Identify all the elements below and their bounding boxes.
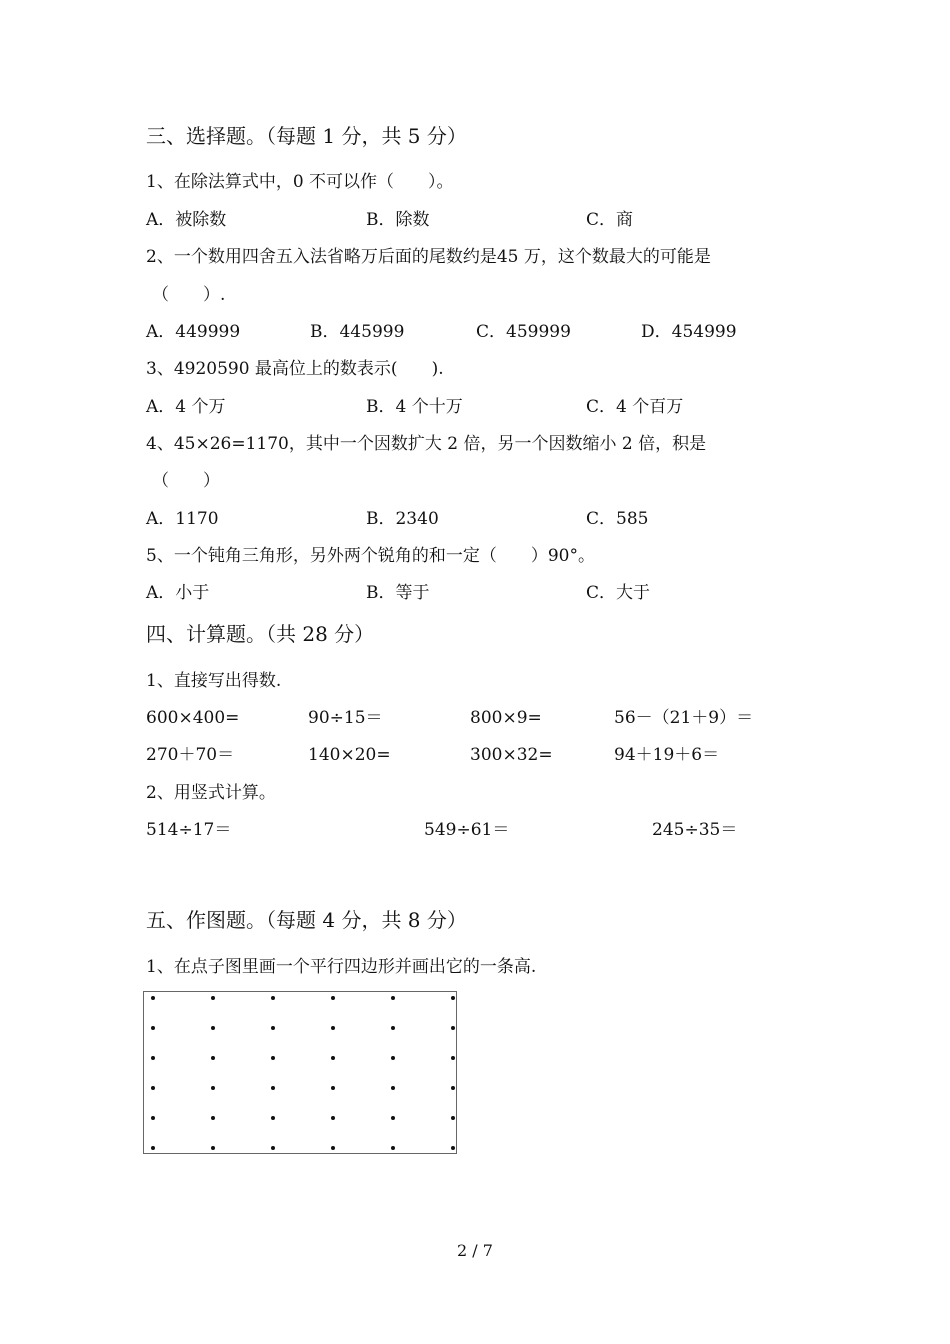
grid-dot [391,1116,395,1120]
answer-blank: （ ）. [152,285,226,305]
grid-dot [271,1086,275,1090]
question-text: 2、一个数用四舍五入法省略万后面的尾数约是45 万，这个数最大的可能是 [146,247,711,267]
grid-dot [151,1116,155,1120]
grid-dot [331,996,335,1000]
option-b: B．除数 [366,210,430,230]
calc-item: 300×32= [470,745,553,765]
calc-item: 94＋19＋6＝ [614,745,720,765]
grid-dot [211,1116,215,1120]
option-a: A．449999 [146,322,241,342]
option-c: C．585 [586,509,649,529]
option-a: A．被除数 [146,210,227,230]
calc-item: 549÷61＝ [424,820,510,840]
grid-dot [391,1026,395,1030]
grid-dot [211,1026,215,1030]
question-text: 4、45×26=1170，其中一个因数扩大 2 倍，另一个因数缩小 2 倍，积是 [146,434,707,454]
calc-item: 56－（21＋9）＝ [614,708,754,728]
grid-dot [271,1026,275,1030]
option-b: B．等于 [366,583,430,603]
answer-blank: （ ） [152,471,220,491]
question-text: 5、一个钝角三角形，另外两个锐角的和一定（ ）90°。 [146,546,595,566]
grid-dot [331,1086,335,1090]
calc-item: 140×20= [308,745,391,765]
grid-dot [451,1026,455,1030]
question-text: 2、用竖式计算。 [146,783,276,803]
option-b: B．2340 [366,509,439,529]
dot-grid [143,991,457,1154]
grid-dot [451,1086,455,1090]
grid-dot [451,996,455,1000]
grid-dot [151,996,155,1000]
grid-dot [331,1026,335,1030]
grid-dot [211,1056,215,1060]
calc-item: 800×9= [470,708,542,728]
grid-dot [391,996,395,1000]
grid-dot [211,1146,215,1150]
section5-heading: 五、作图题。（每题 4 分，共 8 分） [146,908,467,932]
grid-dot [271,1146,275,1150]
calc-item: 270＋70＝ [146,745,235,765]
grid-dot [451,1116,455,1120]
grid-dot [331,1116,335,1120]
option-b: B．4 个十万 [366,397,463,417]
question-text: 1、在点子图里画一个平行四边形并画出它的一条高. [146,957,537,977]
calc-item: 90÷15＝ [308,708,383,728]
grid-dot [211,996,215,1000]
calc-item: 600×400= [146,708,240,728]
question-text: 3、4920590 最高位上的数表示( ). [146,359,444,379]
grid-dot [331,1056,335,1060]
option-c: C．459999 [476,322,571,342]
question-text: 1、在除法算式中，0 不可以作（ ）。 [146,172,454,192]
grid-dot [391,1146,395,1150]
option-d: D．454999 [641,322,737,342]
page-number: 2 / 7 [457,1241,493,1260]
grid-dot [391,1086,395,1090]
option-c: C．大于 [586,583,651,603]
option-a: A．小于 [146,583,210,603]
option-c: C．4 个百万 [586,397,684,417]
grid-dot [451,1146,455,1150]
grid-dot [391,1056,395,1060]
option-a: A．4 个万 [146,397,226,417]
calc-item: 245÷35＝ [652,820,738,840]
option-c: C．商 [586,210,634,230]
grid-dot [211,1086,215,1090]
grid-dot [331,1146,335,1150]
grid-dot [271,1116,275,1120]
section4-heading: 四、计算题。（共 28 分） [146,622,375,646]
grid-dot [151,1026,155,1030]
grid-dot [271,996,275,1000]
option-a: A．1170 [146,509,219,529]
grid-dot [151,1056,155,1060]
grid-dot [151,1146,155,1150]
grid-dot [451,1056,455,1060]
grid-dot [151,1086,155,1090]
grid-dot [271,1056,275,1060]
question-text: 1、直接写出得数. [146,671,282,691]
section3-heading: 三、选择题。（每题 1 分，共 5 分） [146,124,467,148]
calc-item: 514÷17＝ [146,820,232,840]
option-b: B．445999 [310,322,405,342]
